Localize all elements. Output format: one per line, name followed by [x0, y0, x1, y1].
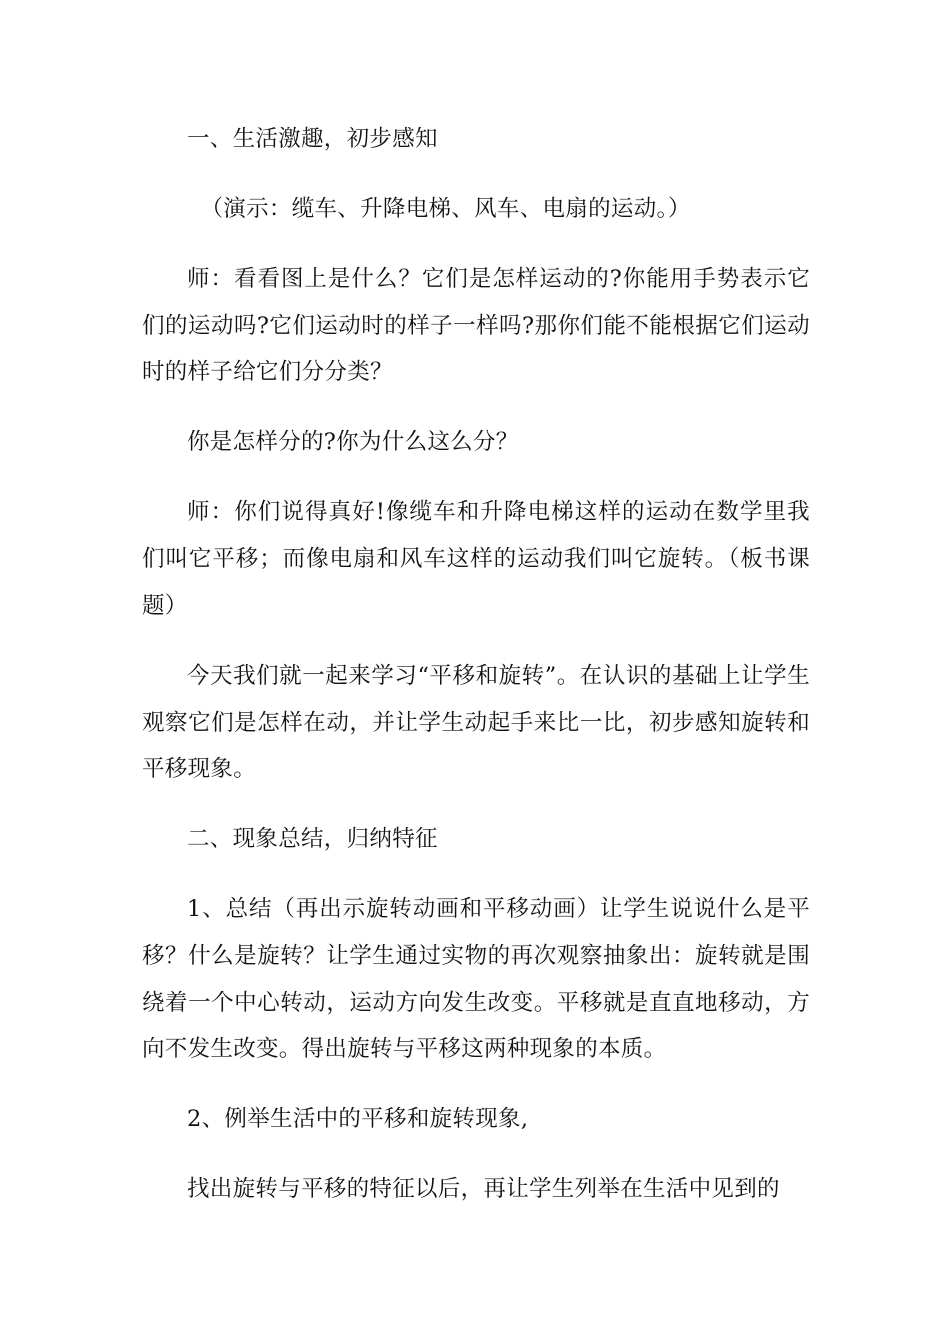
- paragraph-examples-heading: 2、例举生活中的平移和旋转现象,: [187, 1106, 529, 1133]
- paragraph-summary: 1、总结（再出示旋转动画和平移动画）让学生说说什么是平移？什么是旋转？让学生通过实物的再次观察抽象出：旋转就是围绕着一个中心转动，运动方向发生改变。平移就是直直地移动，方向不发生改变。得出旋转与平移这两种现象的本质。: [142, 896, 810, 1063]
- demo-note: （演示：缆车、升降电梯、风车、电扇的运动。）: [200, 196, 691, 222]
- paragraph-teacher-praise: 师：你们说得真好!像缆车和升降电梯这样的运动在数学里我们叫它平移；而像电扇和风车这样的运动我们叫它旋转。（板书课题）: [142, 499, 810, 619]
- paragraph-today-learning: 今天我们就一起来学习“平移和旋转”。在认识的基础上让学生观察它们是怎样在动，并让学生动起手来比一比，初步感知旋转和平移现象。: [142, 662, 810, 783]
- paragraph-teacher-question: 师：看看图上是什么？它们是怎样运动的?你能用手势表示它们的运动吗?它们运动时的样子一样吗?那你们能不能根据它们运动时的样子给它们分分类？: [142, 266, 810, 386]
- section-heading-1: 一、生活激趣，初步感知: [187, 126, 438, 152]
- section-heading-2: 二、现象总结，归纳特征: [187, 826, 438, 853]
- document-body: [142, 116, 810, 1236]
- paragraph-how-classify: 你是怎样分的?你为什么这么分？: [187, 429, 519, 456]
- paragraph-find-features: 找出旋转与平移的特征以后，再让学生列举在生活中见到的: [187, 1176, 780, 1203]
